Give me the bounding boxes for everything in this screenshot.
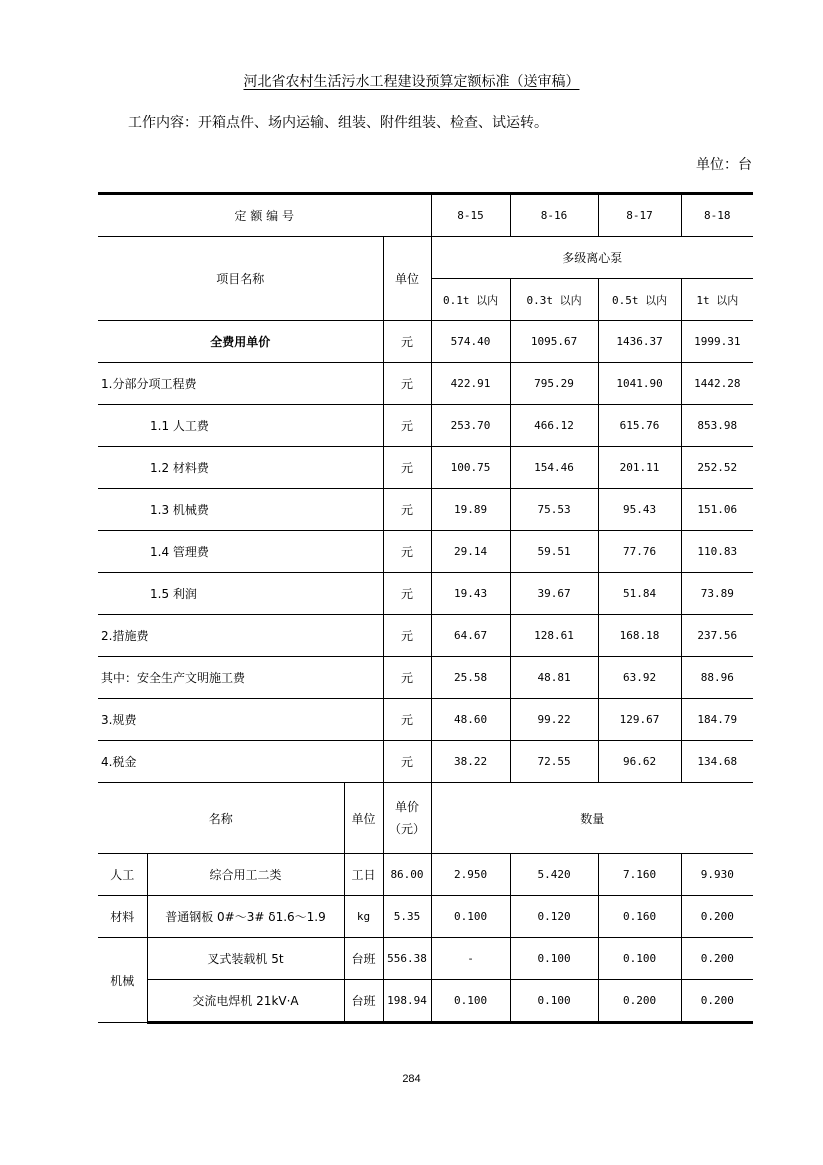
cost-value: 25.58 (431, 657, 510, 699)
cost-value: 48.60 (431, 699, 510, 741)
resource-name: 综合用工二类 (147, 854, 344, 896)
resource-quantity: 0.200 (681, 980, 753, 1023)
cost-row-name: 全费用单价 (98, 321, 383, 363)
cost-value: 466.12 (510, 405, 598, 447)
quota-code: 8-16 (510, 194, 598, 237)
cost-value: 184.79 (681, 699, 753, 741)
document-title-text: 河北省农村生活污水工程建设预算定额标准（送审稿） (243, 74, 580, 90)
resource-header-row (98, 783, 753, 854)
cost-value: 88.96 (681, 657, 753, 699)
cost-value: 134.68 (681, 741, 753, 783)
cost-value: 59.51 (510, 531, 598, 573)
cost-row-unit: 元 (383, 615, 431, 657)
cost-row-name: 1.3 机械费 (98, 489, 383, 531)
spec-cell: 0.3t 以内 (510, 279, 598, 321)
cost-row-unit: 元 (383, 321, 431, 363)
cost-row-name: 4.税金 (98, 741, 383, 783)
cost-value: 77.76 (598, 531, 681, 573)
cost-value: 1442.28 (681, 363, 753, 405)
cost-row-name: 3.规费 (98, 699, 383, 741)
page-number: 284 (402, 1073, 421, 1085)
cost-value: 99.22 (510, 699, 598, 741)
cost-row-unit: 元 (383, 447, 431, 489)
spec-cell: 1t 以内 (681, 279, 753, 321)
resource-unit-header: 单位 (344, 783, 383, 854)
cost-value: 75.53 (510, 489, 598, 531)
quota-code-row (98, 194, 753, 237)
quota-code: 8-17 (598, 194, 681, 237)
cost-row-name: 1.5 利润 (98, 573, 383, 615)
resource-quantity: 0.100 (510, 980, 598, 1023)
resource-row (98, 938, 753, 980)
cost-value: 237.56 (681, 615, 753, 657)
work-content: 工作内容：开箱点件、场内运输、组装、附件组装、检查、试运转。 (128, 115, 548, 131)
resource-unit: 台班 (344, 980, 383, 1023)
resource-category: 人工 (98, 854, 147, 896)
cost-row (98, 405, 753, 447)
cost-row-unit: 元 (383, 657, 431, 699)
cost-value: 154.46 (510, 447, 598, 489)
resource-quantity: 2.950 (431, 854, 510, 896)
cost-row-unit: 元 (383, 531, 431, 573)
cost-value: 100.75 (431, 447, 510, 489)
resource-price: 198.94 (383, 980, 431, 1023)
cost-value: 253.70 (431, 405, 510, 447)
unit-label: 单位：台 (696, 157, 752, 173)
cost-value: 63.92 (598, 657, 681, 699)
resource-row (98, 854, 753, 896)
cost-value: 422.91 (431, 363, 510, 405)
cost-value: 795.29 (510, 363, 598, 405)
resource-quantity: 7.160 (598, 854, 681, 896)
spec-cell: 0.1t 以内 (431, 279, 510, 321)
cost-value: 201.11 (598, 447, 681, 489)
cost-row-name: 1.4 管理费 (98, 531, 383, 573)
resource-price: 556.38 (383, 938, 431, 980)
resource-name-header: 名称 (98, 783, 344, 854)
cost-value: 574.40 (431, 321, 510, 363)
cost-row (98, 615, 753, 657)
unit-header: 单位 (383, 237, 431, 321)
price-header-line2: （元） (389, 822, 426, 836)
quota-code: 8-15 (431, 194, 510, 237)
cost-row-unit: 元 (383, 405, 431, 447)
quota-table (98, 192, 753, 1024)
cost-value: 853.98 (681, 405, 753, 447)
cost-row (98, 657, 753, 699)
item-header-row (98, 237, 753, 279)
cost-value: 29.14 (431, 531, 510, 573)
cost-value: 168.18 (598, 615, 681, 657)
resource-category: 材料 (98, 896, 147, 938)
cost-value: 19.43 (431, 573, 510, 615)
resource-name: 交流电焊机 21kV·A (147, 980, 344, 1023)
resource-quantity: 0.200 (598, 980, 681, 1023)
resource-row (98, 980, 753, 1023)
cost-value: 1041.90 (598, 363, 681, 405)
cost-row (98, 699, 753, 741)
cost-value: 96.62 (598, 741, 681, 783)
price-header-line1: 单价 (395, 800, 420, 814)
resource-quantity: 9.930 (681, 854, 753, 896)
resource-quantity: 0.160 (598, 896, 681, 938)
resource-price-header (383, 783, 431, 854)
cost-value: 1436.37 (598, 321, 681, 363)
resource-category: 机械 (98, 938, 147, 1023)
cost-value: 38.22 (431, 741, 510, 783)
cost-row-name: 其中：安全生产文明施工费 (98, 657, 383, 699)
cost-value: 73.89 (681, 573, 753, 615)
cost-value: 51.84 (598, 573, 681, 615)
cost-row-name: 1.分部分项工程费 (98, 363, 383, 405)
cost-value: 72.55 (510, 741, 598, 783)
cost-row-unit: 元 (383, 363, 431, 405)
cost-row (98, 321, 753, 363)
quota-code-label: 定 额 编 号 (98, 194, 431, 237)
resource-quantity: 0.200 (681, 938, 753, 980)
resource-unit: 工日 (344, 854, 383, 896)
cost-row (98, 363, 753, 405)
cost-value: 129.67 (598, 699, 681, 741)
resource-price: 5.35 (383, 896, 431, 938)
cost-value: 151.06 (681, 489, 753, 531)
cost-value: 252.52 (681, 447, 753, 489)
cost-row-unit: 元 (383, 741, 431, 783)
resource-quantity: 0.100 (431, 896, 510, 938)
cost-row-unit: 元 (383, 699, 431, 741)
resource-quantity: 5.420 (510, 854, 598, 896)
cost-value: 39.67 (510, 573, 598, 615)
cost-row-name: 2.措施费 (98, 615, 383, 657)
resource-name: 叉式装载机 5t (147, 938, 344, 980)
cost-value: 48.81 (510, 657, 598, 699)
cost-value: 128.61 (510, 615, 598, 657)
cost-value: 19.89 (431, 489, 510, 531)
resource-price: 86.00 (383, 854, 431, 896)
document-title (0, 71, 823, 91)
resource-quantity: 0.200 (681, 896, 753, 938)
resource-name: 普通钢板 0#～3# δ1.6～1.9 (147, 896, 344, 938)
resource-unit: 台班 (344, 938, 383, 980)
cost-row-unit: 元 (383, 489, 431, 531)
resource-quantity: 0.120 (510, 896, 598, 938)
cost-value: 110.83 (681, 531, 753, 573)
cost-value: 64.67 (431, 615, 510, 657)
resource-quantity: 0.100 (598, 938, 681, 980)
cost-row (98, 741, 753, 783)
cost-row (98, 447, 753, 489)
cost-value: 1999.31 (681, 321, 753, 363)
item-name-header: 项目名称 (98, 237, 383, 321)
cost-value: 615.76 (598, 405, 681, 447)
cost-row (98, 489, 753, 531)
cost-value: 1095.67 (510, 321, 598, 363)
resource-quantity: 0.100 (431, 980, 510, 1023)
resource-unit: kg (344, 896, 383, 938)
resource-quantity: 0.100 (510, 938, 598, 980)
resource-quantity: - (431, 938, 510, 980)
cost-row (98, 531, 753, 573)
resource-row (98, 896, 753, 938)
cost-row-name: 1.2 材料费 (98, 447, 383, 489)
cost-value: 95.43 (598, 489, 681, 531)
quantity-header: 数量 (431, 783, 753, 854)
group-header: 多级离心泵 (431, 237, 753, 279)
cost-row-unit: 元 (383, 573, 431, 615)
cost-row (98, 573, 753, 615)
spec-cell: 0.5t 以内 (598, 279, 681, 321)
cost-row-name: 1.1 人工费 (98, 405, 383, 447)
quota-code: 8-18 (681, 194, 753, 237)
